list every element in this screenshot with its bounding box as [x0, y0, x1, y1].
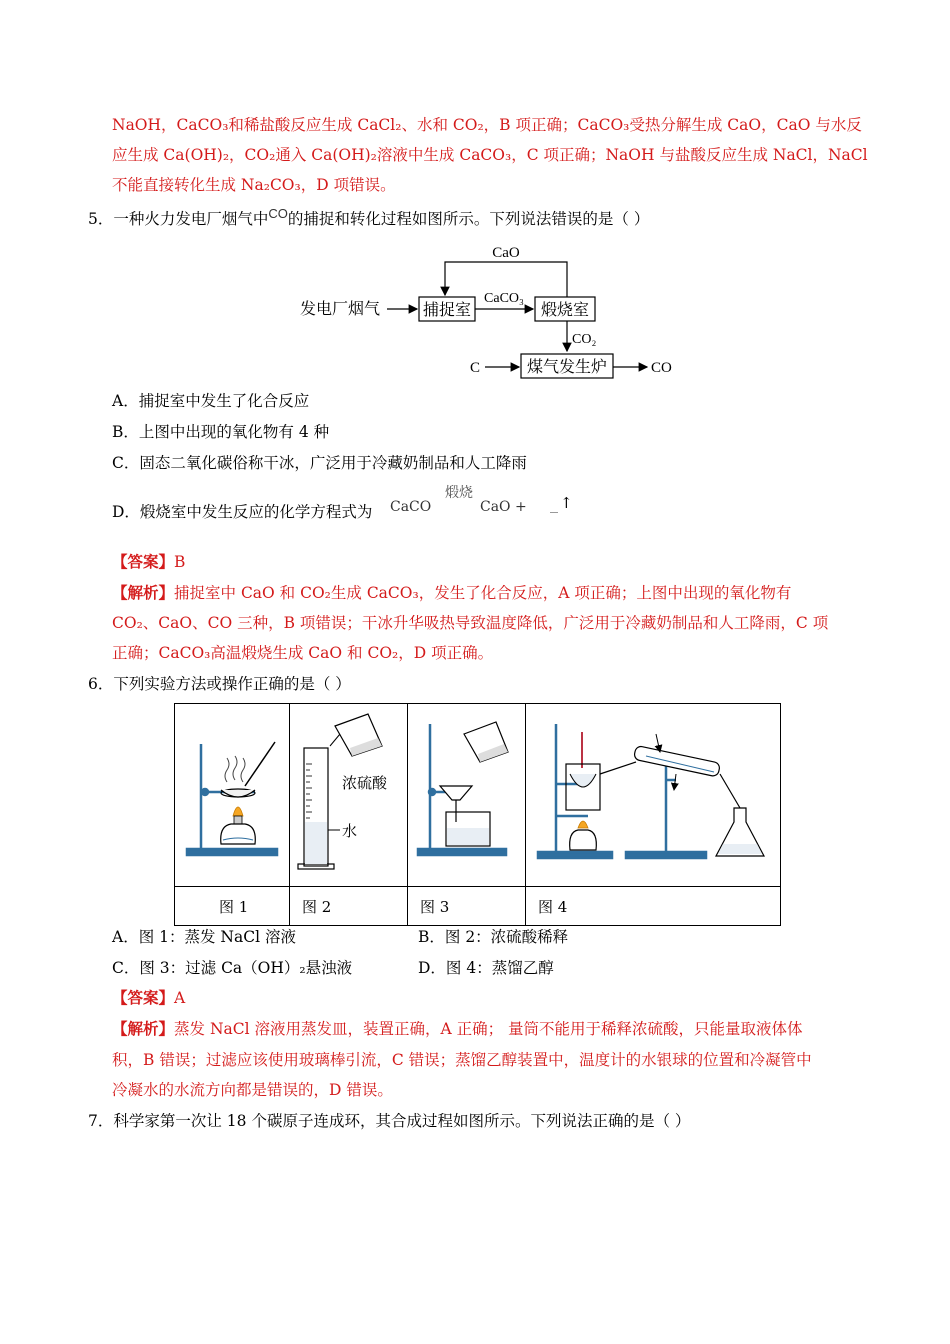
- q5-analysis-line-2: CO₂、CaO、CO 三种，B 项错误；干冰升华吸热导致温度降低，广泛用于冷藏奶制品和人工降雨，C 项: [112, 614, 829, 632]
- q7-stem: 7．科学家第一次让 18 个碳原子连成环，其合成过程如图所示。下列说法正确的是（ ）: [88, 1112, 691, 1130]
- fig3-label: 图 3: [408, 887, 526, 926]
- q4-analysis-line-1: NaOH，CaCO₃和稀盐酸反应生成 CaCl₂、水和 CO₂，B 项正确；CaCO₃受热分解生成 CaO，CaO 与水反: [112, 116, 862, 134]
- diagram-caco3: CaCO₃: [484, 291, 524, 306]
- q5-analysis-line-3: 正确；CaCO₃高温煅烧生成 CaO 和 CO₂，D 项正确。: [112, 644, 494, 662]
- q6-option-b: B．图 2：浓硫酸稀释: [418, 928, 569, 946]
- fig2-dilution-apparatus: [290, 704, 408, 887]
- q5-number: 5．: [88, 210, 114, 228]
- fig2-water-label: 水: [342, 822, 358, 840]
- q7-number: 7．: [88, 1112, 114, 1130]
- q6-stem: 6．下列实验方法或操作正确的是（ ）: [88, 675, 351, 693]
- q5-answer: 【答案】B: [112, 552, 186, 571]
- q6-option-d: D．图 4：蒸馏乙醇: [418, 959, 554, 977]
- q5-stem: 5．一种火力发电厂烟气中$^{CO}$的捕捉和转化过程如图所示。下列说法错误的是（ ）: [88, 206, 650, 228]
- fig2-label: 图 2: [290, 887, 408, 926]
- diagram-co2: CO₂: [572, 332, 597, 347]
- q6-analysis-line-2: 积，B 错误；过滤应该使用玻璃棒引流，C 错误；蒸馏乙醇装置中，温度计的水银球的位置和冷凝管中: [112, 1051, 812, 1069]
- q6-option-a: A．图 1：蒸发 NaCl 溶液: [112, 928, 296, 946]
- q5-option-c: C．固态二氧化碳俗称干冰，广泛用于冷藏奶制品和人工降雨: [112, 454, 527, 472]
- q5-option-d-equation: [390, 482, 590, 522]
- gas-up-arrow: ↑: [560, 494, 573, 512]
- q6-analysis-line-3: 冷凝水的水流方向都是错误的，D 错误。: [112, 1081, 393, 1099]
- fig2-acid-label: 浓硫酸: [342, 774, 388, 792]
- fig4-distillation-apparatus: [526, 704, 781, 887]
- equation-condition: 煅烧: [445, 485, 473, 501]
- diagram-gasifier-label: 煤气发生炉: [526, 357, 608, 376]
- equation-reactant: CaCO: [390, 499, 432, 515]
- diagram-cao-top: CaO: [492, 245, 520, 261]
- fig1-evaporation-apparatus: [175, 704, 290, 887]
- diagram-calcine-label: 煅烧室: [540, 300, 590, 319]
- q4-analysis-line-2: 应生成 Ca(OH)₂，CO₂通入 Ca(OH)₂溶液中生成 CaCO₃，C 项正确；NaOH 与盐酸反应生成 NaCl，NaCl: [112, 146, 868, 164]
- q6-option-c: C．图 3：过滤 Ca（OH）₂悬浊液: [112, 959, 353, 977]
- fig1-label: 图 1: [175, 887, 290, 926]
- q5-analysis-line-1: 【解析】捕捉室中 CaO 和 CO₂生成 CaCO₃，发生了化合反应，A 项正确；上图中出现的氧化物有: [112, 583, 792, 602]
- q6-analysis-line-1: 【解析】蒸发 NaCl 溶液用蒸发皿，装置正确，A 正确； 量筒不能用于稀释浓硫酸，只能量取液体体: [112, 1019, 803, 1038]
- diagram-co-output: CO: [651, 360, 672, 376]
- q5-co-formula: CO: [268, 206, 288, 221]
- equation-product: CaO +: [480, 499, 527, 515]
- diagram-c-input: C: [470, 360, 481, 376]
- diagram-capture-label: 捕捉室: [422, 300, 472, 319]
- q6-answer: 【答案】A: [112, 988, 186, 1007]
- co2-capture-flow-diagram: [295, 240, 685, 380]
- lab-apparatus-figure-table: [174, 703, 777, 925]
- q6-number: 6．: [88, 675, 114, 693]
- q5-option-b: B．上图中出现的氧化物有 4 种: [112, 423, 330, 441]
- fig3-filtration-apparatus: [408, 704, 526, 887]
- q5-option-d: D．煅烧室中发生反应的化学方程式为: [112, 503, 373, 521]
- q4-analysis-line-3: 不能直接转化生成 Na₂CO₃，D 项错误。: [112, 176, 396, 194]
- q5-option-a: A．捕捉室中发生了化合反应: [112, 392, 310, 410]
- fig4-label: 图 4: [526, 887, 781, 926]
- diagram-flue-gas: 发电厂烟气: [300, 299, 381, 318]
